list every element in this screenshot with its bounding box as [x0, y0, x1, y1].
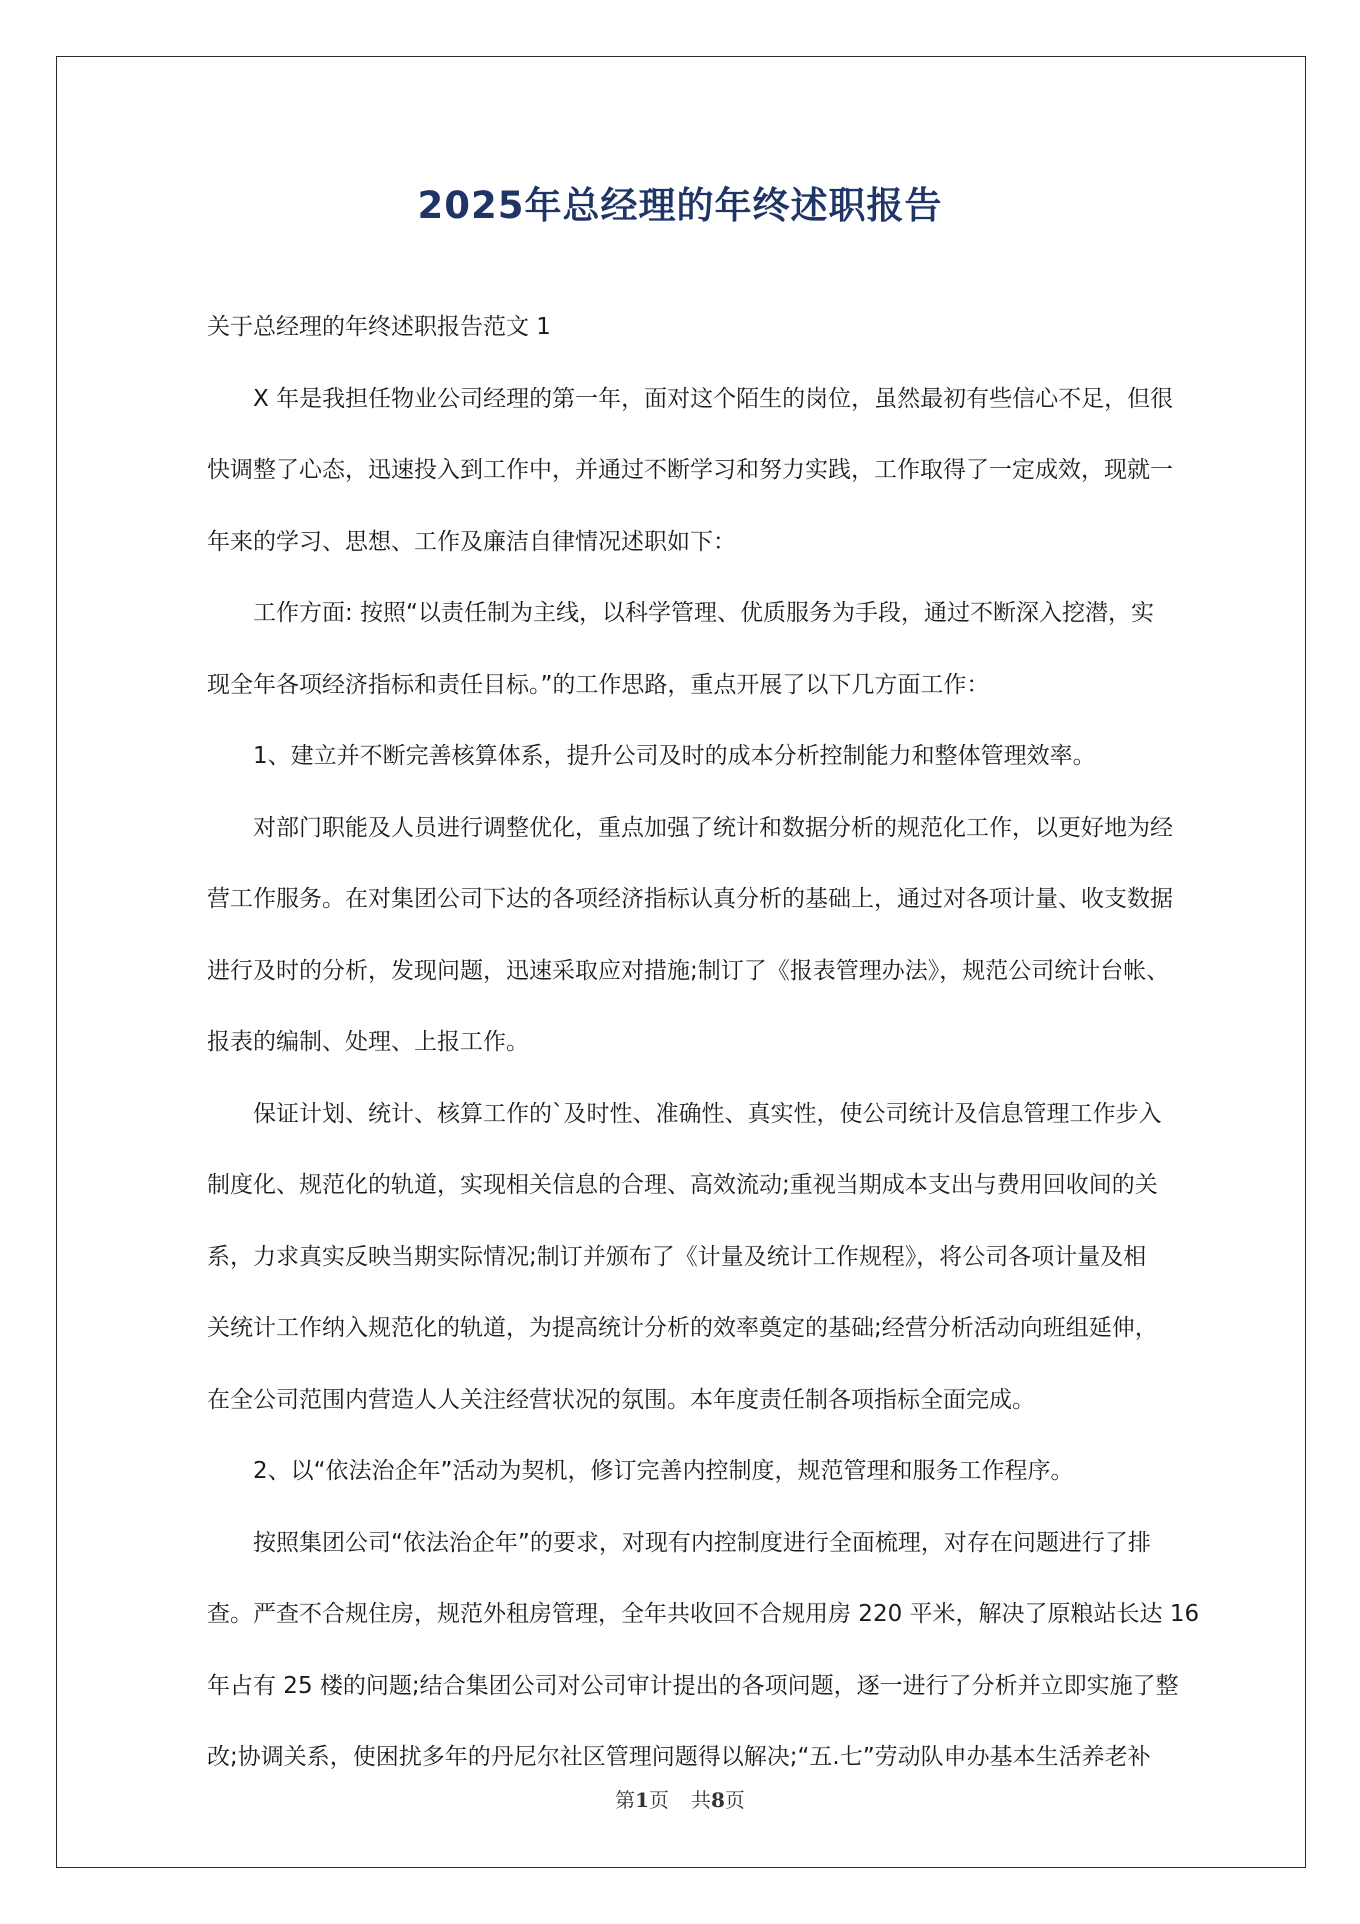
- total-pages-number: 8: [711, 1788, 725, 1812]
- paragraph-line: 保证计划、统计、核算工作的`及时性、准确性、真实性，使公司统计及信息管理工作步入: [253, 1100, 1162, 1127]
- paragraph-line: 快调整了心态，迅速投入到工作中，并通过不断学习和努力实践，工作取得了一定成效，现就一: [207, 457, 1173, 483]
- paragraph-line: 营工作服务。在对集团公司下达的各项经济指标认真分析的基础上，通过对各项计量、收支数据: [207, 886, 1173, 912]
- paragraph-line: 制度化、规范化的轨道，实现相关信息的合理、高效流动;重视当期成本支出与费用回收间的关: [207, 1172, 1158, 1198]
- paragraph-line: 年占有 25 楼的问题;结合集团公司对公司审计提出的各项问题，逐一进行了分析并立即实施了整: [207, 1672, 1179, 1699]
- section-heading: 关于总经理的年终述职报告范文 1: [207, 314, 551, 340]
- paragraph-line: 现全年各项经济指标和责任目标。”的工作思路，重点开展了以下几方面工作：: [207, 671, 990, 698]
- current-page-number: 1: [635, 1788, 649, 1812]
- paragraph-line: 年来的学习、思想、工作及廉洁自律情况述职如下：: [207, 528, 736, 555]
- paragraph-line: 关统计工作纳入规范化的轨道，为提高统计分析的效率奠定的基础;经营分析活动向班组延伸，: [207, 1315, 1158, 1341]
- paragraph-line: 进行及时的分析，发现问题，迅速采取应对措施;制订了《报表管理办法》，规范公司统计台帐、: [207, 957, 1170, 984]
- page-unit: 页: [649, 1788, 669, 1812]
- paragraph-line: 工作方面: 按照“以责任制为主线，以科学管理、优质服务为手段，通过不断深入挖潜，实: [253, 600, 1154, 626]
- total-prefix: 共: [691, 1788, 711, 1812]
- paragraph-line: 系，力求真实反映当期实际情况;制订并颁布了《计量及统计工作规程》，将公司各项计量及相: [207, 1243, 1147, 1270]
- paragraph-line: 按照集团公司“依法治企年”的要求，对现有内控制度进行全面梳理，对存在问题进行了排: [253, 1529, 1151, 1556]
- document-title: 2025年总经理的年终述职报告: [417, 184, 943, 227]
- document-body: [207, 292, 1200, 1794]
- paragraph-line: 对部门职能及人员进行调整优化，重点加强了统计和数据分析的规范化工作，以更好地为经: [253, 814, 1173, 841]
- numbered-item-heading: 1、建立并不断完善核算体系，提升公司及时的成本分析控制能力和整体管理效率。: [253, 743, 1096, 769]
- paragraph-line: 改;协调关系，使困扰多年的丹尼尔社区管理问题得以解决;“五.七”劳动队申办基本生活养老补: [207, 1744, 1151, 1770]
- page-footer: [0, 1786, 1360, 1814]
- paragraph-line: X 年是我担任物业公司经理的第一年，面对这个陌生的岗位，虽然最初有些信心不足，但很: [253, 385, 1174, 412]
- numbered-item-heading: 2、以“依法治企年”活动为契机，修订完善内控制度，规范管理和服务工作程序。: [253, 1458, 1074, 1484]
- paragraph-line: 报表的编制、处理、上报工作。: [207, 1029, 529, 1055]
- paragraph-line: 在全公司范围内营造人人关注经营状况的氛围。本年度责任制各项指标全面完成。: [207, 1386, 1035, 1413]
- page-prefix: 第: [615, 1788, 636, 1812]
- total-unit: 页: [724, 1788, 745, 1812]
- paragraph-line: 查。严查不合规住房，规范外租房管理，全年共收回不合规用房 220 平米，解决了原粮站长达 16: [207, 1601, 1200, 1627]
